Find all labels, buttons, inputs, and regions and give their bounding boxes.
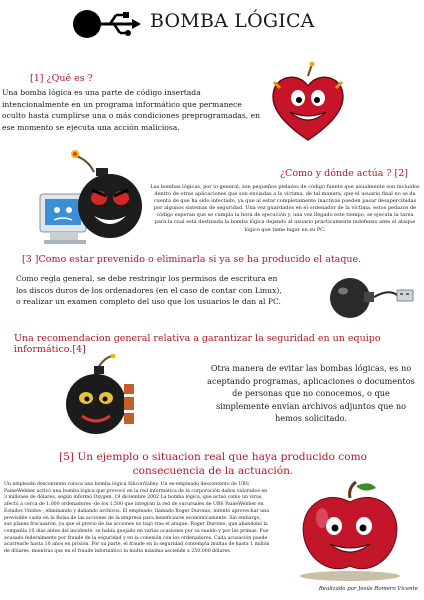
section4-text: Otra manera de evitar las bombas lógicas, es no aceptando programas, aplicaciones o documentos de personas que no conocemos, o que simplemente envían archivos adjuntos que no hemos solicitado. bbox=[207, 363, 415, 424]
heart-bomb-icon bbox=[268, 62, 348, 144]
usb-bomb-icon bbox=[328, 270, 416, 320]
usb-bomb-illustration bbox=[328, 270, 416, 320]
bomb-computer-illustration bbox=[36, 142, 148, 250]
section3-heading: [3 ]Como estar prevenido o eliminarla si ya se ha producido el ataque. bbox=[22, 254, 362, 265]
section3-text: Como regla general, se debe restringir los permisos de escritura en los discos duros de los ordenadores (en el caso de contar con Linux), o realizar un examen completo del uso que los usuarios le dan al PC. bbox=[16, 274, 282, 307]
section2-heading: ¿Como y dónde actúa ? [2] bbox=[279, 168, 408, 179]
section2-text: Las bombas lógicas, por lo general, son pequeños pedazos de código fuente que usualmente son incluidos dentro de otras aplicaciones que son enviadas a la víctima, de tal manera, que el usuario final no se da cuenta de que ha sido infectado, ya que al estar completamente inactivas pueden pasar desapercibidas por algunos sistemas de seguridad. Una vez guardados en el ordenador de la víctima, estos pedazos de código esperan que se cumpla la hora de ejecución y, una vez llegado este tiempo, se ejecuta la tarea para la cual está destinada la bomba lógica dejando al usuario prácticamente indefenso ante el ataque lógico que tiene lugar en su PC. bbox=[150, 184, 420, 233]
section4-heading: Una recomendacion general relativa a garantizar la seguridad en un equipo informático.[4] bbox=[14, 333, 381, 355]
heart-illustration bbox=[268, 62, 348, 144]
usb-icon bbox=[72, 8, 142, 40]
dynamite-face-icon bbox=[58, 354, 140, 442]
section5-heading: [5] Un ejemplo o situacion real que haya producido como consecuencia de la actuación. bbox=[59, 451, 367, 477]
section5-text: Un empleado descontento coloca una bomba lógica SiliconValley. Un ex-empleado descontento de UBS PaineWebber activó una bomba lógica que provocó en la red informática de la corporación daños valorados en 3 millones de dólares, según informó Oxygen. 19 diciembre 2002 La bomba lógica, que actuó como un virus, afectó a cerca de 1.000 ordenadores -de los 1.500 que integran la red de sucursales de UBS PaineWebber en Estados Unidos-, eliminando y dañando archivos. El empleado, llamado Roger Duronio, intentó aprovechar una previsible caída en la Bolsa de las acciones de la empresa para beneficiarse económicamente. Sin embargo, sus planes fracasaron, ya que el precio de las acciones no bajó tras el ataque. Roger Duronio, que abandonó la compañía 10 días antes del incidente, se había quejado en varias ocasiones por su sueldo y por las primas. Fue acusado federalmente por fraude de la seguridad y en la conexión con los ordenadores. Cada acusación puede acarrearle hasta 10 años en prisión. Por su parte, el fraude en la seguridad contempla multas de hasta 1 millón de dólares, mientras que en el fraude informático la multa máxima asciende a 250.000 dólares. bbox=[4, 482, 270, 555]
author-credit: Realizado por Jesús Romero Vicente bbox=[318, 586, 418, 592]
dynamite-illustration bbox=[58, 354, 140, 442]
bomb-apple-icon bbox=[290, 478, 408, 582]
section1-heading: [1] ¿Qué es ? bbox=[30, 73, 93, 84]
usb-logo bbox=[72, 8, 142, 40]
section1-text: Una bomba lógica es una parte de código insertada intencionalmente en un programa informático que permanece oculto hasta cumplirse una o más condiciones preprogramadas, en ese momento se ejecuta una acción maliciosa. bbox=[2, 88, 260, 132]
page-title: BOMBA LÓGICA bbox=[150, 10, 315, 32]
apple-illustration bbox=[290, 478, 408, 582]
